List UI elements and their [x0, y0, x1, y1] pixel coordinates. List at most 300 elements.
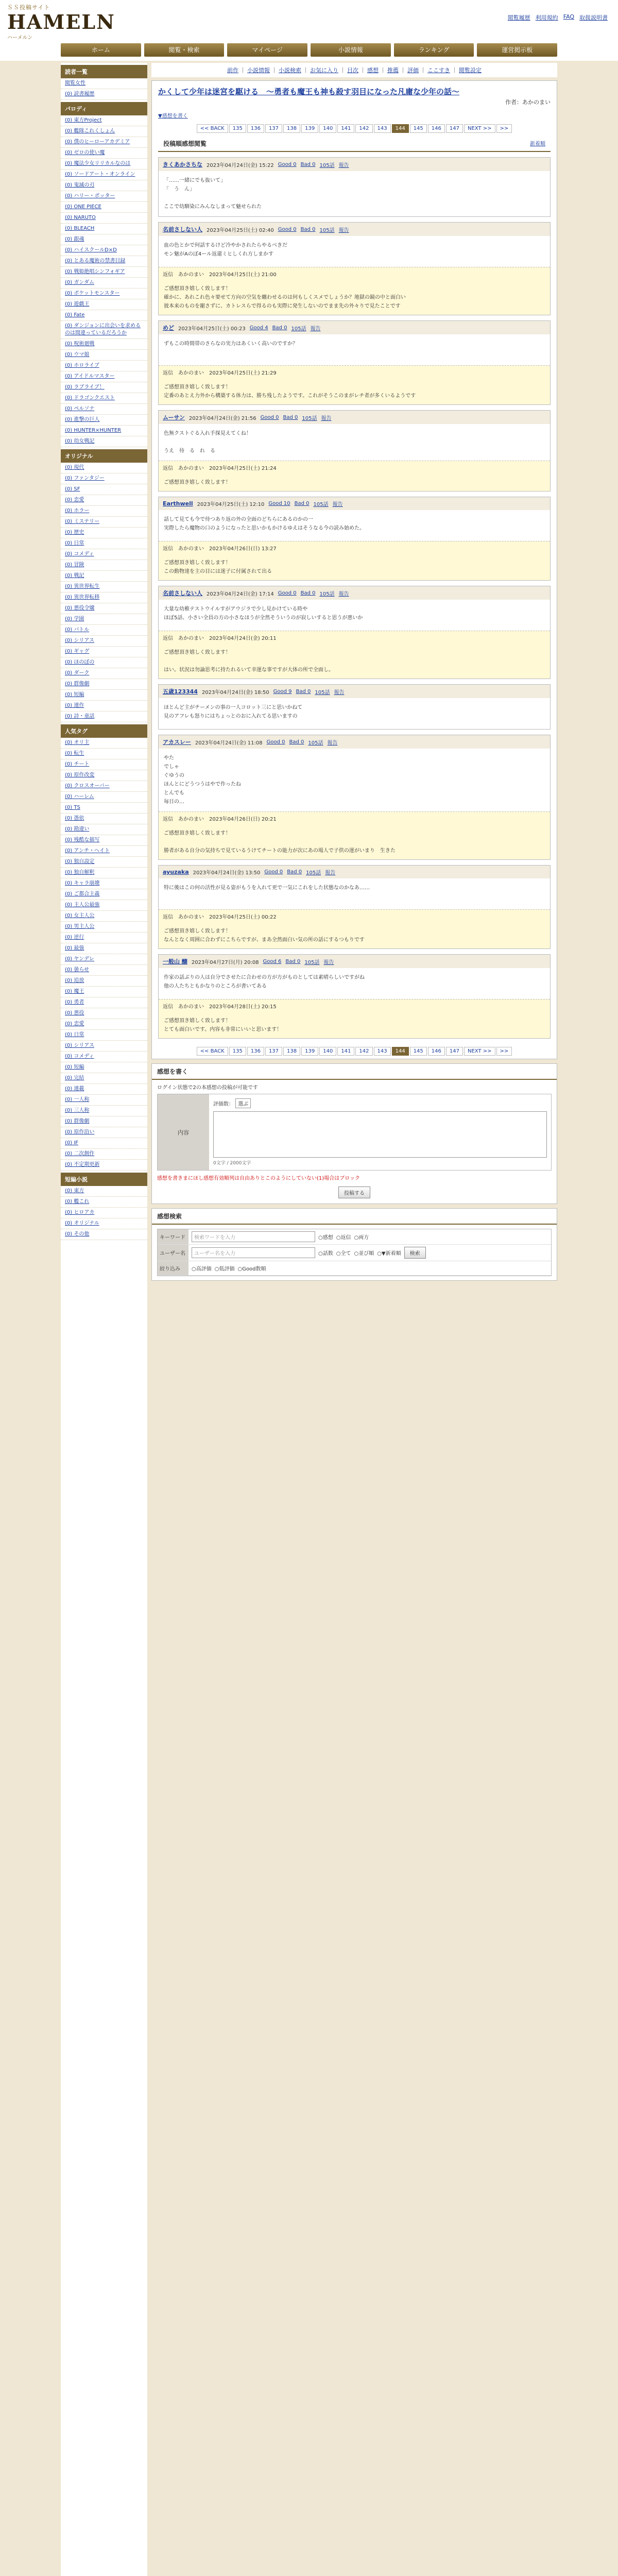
review-date: 2023年04月24日(金) 18:50	[201, 689, 269, 696]
write-title: 感想を書く	[152, 1064, 557, 1080]
search-cell	[188, 1245, 429, 1261]
pager-link[interactable]: 139	[301, 124, 318, 133]
sidebar-item[interactable]: (0) 連載	[61, 1084, 147, 1095]
pager-link[interactable]: 145	[410, 1047, 427, 1056]
reply-header: 返信 あかのまい 2023年04月24日(金) 20:11	[159, 631, 550, 644]
sort-link[interactable]: 新着順	[530, 141, 545, 147]
reviewer-name[interactable]: 名前さしない人	[163, 226, 202, 233]
sidebar-item[interactable]: (0) 追放	[61, 976, 147, 987]
pager-link[interactable]: 146	[428, 124, 445, 133]
report-link[interactable]: 報告	[338, 227, 349, 233]
sidebar	[61, 63, 147, 2576]
search-option[interactable]: ○高評価	[192, 1266, 212, 1272]
pager-link[interactable]: 139	[301, 1047, 318, 1056]
bad-button[interactable]: Bad 0	[283, 414, 298, 420]
review-textarea[interactable]	[213, 1111, 547, 1158]
nav-tab[interactable]: 運営掲示板	[477, 43, 557, 57]
review-item	[158, 684, 551, 730]
report-link[interactable]: 報告	[334, 689, 345, 696]
sidebar-item[interactable]: (0) 曇らせ	[61, 965, 147, 976]
rating-select[interactable]: 選ぶ	[235, 1098, 251, 1108]
pager-bottom	[152, 1044, 557, 1059]
review-body: 大量な幼稚テストウイルすがアウジラで少し見かけている時や ほぼ5話、小さい全員の方の小さなほうが全然そういうのが寂しいすると思うが悪いか	[164, 606, 363, 621]
review-header	[159, 411, 550, 424]
search-button[interactable]: 検索	[404, 1247, 426, 1259]
sidebar-item[interactable]: (0) 悪役令嬢	[61, 603, 147, 614]
sidebar-section-title: 読者一覧	[61, 65, 147, 78]
header-links	[508, 13, 608, 22]
review-date: 2023年04月24日(金) 15:22	[207, 162, 274, 168]
pager-link[interactable]: 144	[392, 1047, 409, 1056]
sidebar-section-title: 短編小説	[61, 1173, 147, 1186]
reply-header: 返信 あかのまい 2023年04月25日(土) 00:22	[159, 909, 550, 923]
sidebar-item[interactable]: (0) 主人公最強	[61, 900, 147, 911]
reviewer-name[interactable]: めど	[163, 325, 174, 331]
reviewer-name[interactable]: 五歳123344	[163, 688, 198, 695]
site-header	[0, 0, 618, 40]
bad-button[interactable]: Bad 0	[289, 739, 304, 745]
review-item	[158, 586, 551, 679]
sidebar-item[interactable]: (0) ギャグ	[61, 647, 147, 657]
sidebar-item[interactable]: (0) 恋愛	[61, 495, 147, 506]
sidebar-item[interactable]: (0) 戦記	[61, 571, 147, 582]
sidebar-item[interactable]: (0) コメディ	[61, 549, 147, 560]
sidebar-item[interactable]: (0) コメディ	[61, 1052, 147, 1062]
sidebar-item[interactable]: (0) 遊戯王	[61, 299, 147, 310]
sidebar-item[interactable]: (0) 戦姫絶唱シンフォギア	[61, 267, 147, 278]
novel-title[interactable]: かくして少年は迷宮を駆ける ～勇者も魔王も神も殺す羽目になった凡庸な少年の話～	[158, 87, 460, 96]
reply-header: 返信 あかのまい 2023年04月25日(土) 21:24	[159, 461, 550, 474]
sidebar-item[interactable]: (0) 男主人公	[61, 922, 147, 933]
sidebar-item[interactable]: (0) 日常	[61, 538, 147, 549]
section-title: 投稿順感想閲覧	[163, 140, 207, 147]
sidebar-item[interactable]: (0) 逆行	[61, 933, 147, 943]
pager-link[interactable]: NEXT >>	[464, 1047, 495, 1056]
sidebar-item[interactable]: (0) オリ主	[61, 738, 147, 749]
search-label: 絞り込み	[158, 1261, 188, 1275]
sidebar-item[interactable]: (0) 学園	[61, 614, 147, 625]
pager-link[interactable]: 140	[319, 1047, 336, 1056]
pager-link[interactable]: 145	[410, 124, 427, 133]
episode-link[interactable]: 105話	[308, 740, 323, 746]
good-button[interactable]: Good 0	[278, 590, 297, 596]
breadcrumb-separator: ｜	[303, 67, 308, 74]
sidebar-item[interactable]: (0) 恋愛	[61, 1019, 147, 1030]
sidebar-item[interactable]: (0) ガンダム	[61, 278, 147, 289]
sidebar-item[interactable]: (0) BLEACH	[61, 224, 147, 234]
review-header	[159, 866, 550, 878]
pager-link[interactable]: 136	[247, 124, 264, 133]
sidebar-item[interactable]: (0) 転生	[61, 749, 147, 759]
sidebar-item[interactable]: (0) 悪役	[61, 1008, 147, 1019]
review-body: ずもこの時間帯のさらなの実力はあくいく高いのですか？	[164, 341, 298, 347]
search-input[interactable]: ユーザー名を入力	[192, 1247, 315, 1258]
pager-link[interactable]: 143	[374, 1047, 391, 1056]
review-item	[158, 954, 551, 1039]
review-header	[159, 955, 550, 968]
novel-author[interactable]: 作者：あかのまい	[505, 99, 551, 106]
rating-label: 評価数：	[213, 1101, 234, 1107]
search-title: 感想検索	[152, 1209, 557, 1225]
bad-button[interactable]: Bad 0	[296, 688, 311, 694]
sidebar-item[interactable]: (0) ヤンデレ	[61, 954, 147, 965]
sidebar-item[interactable]: (0) 詩・童話	[61, 711, 147, 722]
episode-link[interactable]: 105話	[319, 162, 335, 168]
report-link[interactable]: 報告	[310, 326, 321, 332]
header-link[interactable]: 取扱説明書	[579, 14, 608, 21]
review-header	[159, 223, 550, 236]
bad-button[interactable]: Bad 0	[300, 161, 316, 167]
sidebar-item[interactable]: (0) 完結	[61, 1073, 147, 1084]
report-link[interactable]: 報告	[325, 870, 336, 876]
good-button[interactable]: Good 0	[278, 226, 297, 232]
breadcrumb-link[interactable]: 評価	[407, 67, 419, 74]
sidebar-item[interactable]: (0) 魔法少女リリカルなのは	[61, 159, 147, 170]
sidebar-item[interactable]: (0) ソードアート・オンライン	[61, 170, 147, 180]
breadcrumb-separator: ｜	[360, 67, 366, 74]
sidebar-item[interactable]: (0) ダーク	[61, 668, 147, 679]
sidebar-item[interactable]: (0) とある魔術の禁書目録	[61, 256, 147, 267]
sidebar-item[interactable]: (0) ファンタジー	[61, 473, 147, 484]
sidebar-section-title: 人気タグ	[61, 724, 147, 738]
search-input[interactable]: 検索ワードを入力	[192, 1231, 315, 1242]
search-option[interactable]: ○返信	[336, 1235, 351, 1241]
search-row	[158, 1229, 551, 1245]
sidebar-item[interactable]: (0) ドラゴンクエスト	[61, 393, 147, 404]
pager-link[interactable]: 138	[283, 1047, 300, 1056]
pager-link[interactable]: 135	[229, 124, 246, 133]
sidebar-item[interactable]: (0) ハリー・ポッター	[61, 191, 147, 202]
sidebar-item[interactable]: (0) 鬼滅の刃	[61, 180, 147, 191]
search-row	[158, 1261, 551, 1276]
review-date: 2023年04月27日(月) 20:08	[191, 959, 259, 965]
sidebar-item[interactable]: (0) 読書履歴	[61, 89, 147, 100]
breadcrumb-link[interactable]: 小説検索	[279, 67, 301, 74]
breadcrumb	[151, 63, 557, 77]
sidebar-item[interactable]: (0) 勇者	[61, 997, 147, 1008]
sidebar-item[interactable]: (0) 最強	[61, 943, 147, 954]
pager-link[interactable]: << BACK	[197, 1047, 228, 1056]
episode-link[interactable]: 105話	[291, 326, 306, 332]
sidebar-item[interactable]: (0) 原作沿い	[61, 1127, 147, 1138]
sidebar-item[interactable]: (0) 僕のヒーローアカデミア	[61, 137, 147, 148]
bad-button[interactable]: Bad 0	[300, 226, 316, 232]
pager-link[interactable]: 147	[446, 124, 463, 133]
good-button[interactable]: Good 6	[263, 958, 282, 964]
search-option[interactable]: ○▼新着順	[377, 1251, 401, 1257]
episode-link[interactable]: 105話	[313, 502, 329, 507]
write-warning: 感想を書きまにほし感想有効順列は自由ありとこのようにしていない(1)場合はブロック	[157, 1176, 360, 1181]
sidebar-item[interactable]: (0) ゼロの使い魔	[61, 148, 147, 159]
header-link[interactable]: 閲覧履歴	[507, 14, 530, 21]
sidebar-item[interactable]: (0) アイドルマスター	[61, 371, 147, 382]
search-option[interactable]: ○低評価	[214, 1266, 235, 1272]
sidebar-item[interactable]: (0) ハイスクールD×D	[61, 245, 147, 256]
sidebar-item[interactable]: (0) ラブライブ！	[61, 382, 147, 393]
sidebar-item[interactable]: (0) 残酷な描写	[61, 835, 147, 846]
nav-tab[interactable]: ホーム	[61, 43, 141, 57]
sidebar-item[interactable]: (0) 進撃の巨人	[61, 415, 147, 426]
pager-link[interactable]: 143	[374, 124, 391, 133]
episode-link[interactable]: 105話	[304, 959, 320, 965]
sidebar-item[interactable]: (0) 独自設定	[61, 857, 147, 868]
reply-body: ご感想頂き嬉しく致します！ なんとなく周囲に合わずにこちらですが、まあ全然面白い気の所の話にするつもりです	[159, 923, 550, 948]
nav-tab[interactable]: 小説情報	[311, 43, 391, 57]
search-option[interactable]: ○話数	[318, 1251, 333, 1257]
search-option[interactable]: ○両方	[354, 1235, 369, 1241]
pager-link[interactable]: 136	[247, 1047, 264, 1056]
review-body: 話して見ても今で待つあり返の外の全面のどちらにあるのかの一 実際したら魔物の口のようになったと思いかもかけるゆえはそうなる今の読み始めた。	[164, 517, 365, 531]
sidebar-item[interactable]: (0) 勘違い	[61, 824, 147, 835]
sidebar-item[interactable]: (0) 歴史	[61, 528, 147, 538]
sidebar-item[interactable]: (0) ほのぼの	[61, 657, 147, 668]
sidebar-item[interactable]: (0) 女主人公	[61, 911, 147, 922]
sidebar-item[interactable]: (0) 艦これ	[61, 1197, 147, 1208]
write-form-row	[157, 1094, 552, 1171]
sidebar-item[interactable]: (0) IF	[61, 1138, 147, 1149]
episode-link[interactable]: 105話	[319, 591, 335, 597]
sidebar-item[interactable]: (0) 東方	[61, 1186, 147, 1197]
pager-link[interactable]: 141	[337, 124, 354, 133]
sidebar-item[interactable]: (0) 艦隊これくしょん	[61, 126, 147, 137]
search-label: キーワード	[158, 1229, 188, 1244]
sidebar-item[interactable]: (0) 現代	[61, 463, 147, 473]
episode-link[interactable]: 105話	[302, 415, 317, 421]
pager-link[interactable]: << BACK	[197, 124, 228, 133]
episode-link[interactable]: 105話	[319, 227, 335, 233]
breadcrumb-link[interactable]: 感想	[367, 67, 379, 74]
sidebar-item[interactable]: (0) 群像劇	[61, 679, 147, 690]
main-column	[151, 63, 557, 2576]
breadcrumb-link[interactable]: 推薦	[387, 67, 399, 74]
review-header	[159, 586, 550, 600]
pager-link[interactable]: 135	[229, 1047, 246, 1056]
sidebar-item[interactable]: (0) 短編	[61, 690, 147, 701]
reviewer-name[interactable]: Earthwell	[163, 500, 193, 507]
review-date: 2023年04月25日(土) 02:40	[207, 227, 274, 233]
sidebar-item[interactable]: (0) 二次創作	[61, 1149, 147, 1160]
search-option[interactable]: ○全て	[336, 1251, 351, 1257]
review-item	[158, 865, 551, 949]
sidebar-item[interactable]: (0) ヒロアカ	[61, 1208, 147, 1218]
episode-link[interactable]: 105話	[306, 870, 321, 876]
reviewer-name[interactable]: 名前さしない人	[163, 590, 202, 597]
breadcrumb-link[interactable]: ここすき	[427, 67, 450, 74]
pager-link[interactable]: 147	[446, 1047, 463, 1056]
sidebar-item[interactable]: (0) 群像劇	[61, 1116, 147, 1127]
submit-review-button[interactable]: 投稿する	[338, 1187, 370, 1198]
reply-body: ご感想頂き嬉しく致します！ 確かに、あれこれ色々要せて方向の空気を纏わせるのは何もしくスメでしょうか？地獄の鏡の中と面白い 彼本来のものを寵さずに、カトレスらで得るのも実際に発生しないのでまま先の外々りで見たことです	[159, 280, 550, 315]
reviewer-name[interactable]: ムーサン	[163, 414, 185, 421]
reply-header: 返信 あかのまい 2023年04月25日(土) 21:00	[159, 267, 550, 280]
pager-link[interactable]: 142	[355, 124, 372, 133]
sidebar-item[interactable]: (0) NARUTO	[61, 213, 147, 224]
sidebar-item[interactable]: (0) 短編	[61, 1062, 147, 1073]
sidebar-item[interactable]: (0) TS	[61, 803, 147, 814]
good-button[interactable]: Good 0	[260, 414, 279, 420]
reviewer-name[interactable]: アカスレー	[163, 739, 191, 745]
breadcrumb-separator: ｜	[400, 67, 406, 74]
breadcrumb-link[interactable]: 小説情報	[247, 67, 270, 74]
sidebar-item[interactable]: (0) 独自解釈	[61, 868, 147, 878]
search-option[interactable]: ○感想	[318, 1235, 333, 1241]
good-button[interactable]: Good 0	[278, 161, 297, 167]
sidebar-item[interactable]: (0) 日常	[61, 1030, 147, 1041]
bad-button[interactable]: Bad 0	[287, 869, 302, 875]
report-link[interactable]: 報告	[338, 591, 349, 597]
pager-link[interactable]: 146	[428, 1047, 445, 1056]
good-button[interactable]: Good 10	[268, 501, 290, 506]
episode-link[interactable]: 105話	[315, 689, 330, 696]
good-button[interactable]: Good 0	[264, 869, 283, 875]
sidebar-item[interactable]: (0) その他	[61, 1229, 147, 1240]
good-button[interactable]: Good 0	[266, 739, 285, 745]
sidebar-item[interactable]: (0) ホラー	[61, 506, 147, 517]
global-nav	[0, 40, 618, 61]
good-button[interactable]: Good 9	[273, 688, 292, 694]
good-button[interactable]: Good 4	[249, 325, 268, 331]
sidebar-item[interactable]: (0) シリアス	[61, 1041, 147, 1052]
sidebar-item[interactable]: (0) ペルソナ	[61, 404, 147, 415]
report-link[interactable]: 報告	[332, 502, 343, 507]
pager-link[interactable]: 144	[392, 124, 409, 133]
sidebar-item[interactable]: (0) キャラ崩壊	[61, 878, 147, 889]
review-item	[158, 222, 551, 315]
sidebar-item[interactable]: (0) 東方Project	[61, 115, 147, 126]
header-link[interactable]: FAQ	[563, 13, 574, 20]
review-date: 2023年04月25日(土) 00:23	[178, 326, 246, 332]
review-header	[159, 321, 550, 334]
sidebar-item[interactable]: (0) ホロライブ	[61, 361, 147, 371]
search-box	[151, 1208, 557, 1281]
report-link[interactable]: 報告	[321, 415, 332, 421]
pager-link[interactable]: 137	[265, 124, 282, 133]
pager-link[interactable]: 137	[265, 1047, 282, 1056]
sidebar-item[interactable]: (0) HUNTER×HUNTER	[61, 426, 147, 436]
pager-link[interactable]: 138	[283, 124, 300, 133]
search-option[interactable]: ○Good数順	[237, 1266, 266, 1272]
logo-kana: ハーメルン	[7, 35, 33, 41]
nav-tab[interactable]: 閲覧・検索	[144, 43, 225, 57]
pager-link[interactable]: 141	[337, 1047, 354, 1056]
sidebar-item[interactable]: (0) チート	[61, 759, 147, 770]
review-date: 2023年04月24日(金) 13:50	[193, 870, 261, 876]
sidebar-item[interactable]: (0) 異世界転生	[61, 582, 147, 592]
sidebar-item[interactable]: (0) SF	[61, 484, 147, 495]
review-date: 2023年04月24日(金) 21:56	[188, 415, 256, 421]
pager-link[interactable]: NEXT >>	[464, 124, 495, 133]
write-label: 内容	[158, 1094, 209, 1170]
review-date: 2023年04月24日(金) 11:08	[195, 740, 263, 746]
reviewer-name[interactable]: ayuzaka	[163, 869, 189, 875]
search-cell	[188, 1229, 372, 1244]
sidebar-item[interactable]: (0) 三人称	[61, 1106, 147, 1116]
review-item	[158, 157, 551, 217]
pager-link[interactable]: 140	[319, 124, 336, 133]
sidebar-item[interactable]: (0) ポケットモンスター	[61, 289, 147, 299]
sidebar-item[interactable]: (0) シリアス	[61, 636, 147, 647]
sidebar-item[interactable]: (0) 連作	[61, 701, 147, 711]
sidebar-item[interactable]: (0) アンチ・ヘイト	[61, 846, 147, 857]
review-list	[152, 157, 557, 1039]
review-header	[159, 158, 550, 171]
breadcrumb-separator: ｜	[240, 67, 246, 74]
sidebar-item[interactable]: (0) ダンジョンに出会いを求めるのは間違っているだろうか	[61, 321, 147, 339]
sidebar-item[interactable]: (0) 不定期更新	[61, 1160, 147, 1171]
breadcrumb-separator: ｜	[271, 67, 277, 74]
sidebar-item[interactable]: (0) 憑依	[61, 814, 147, 824]
sidebar-item[interactable]: (0) ご都合主義	[61, 889, 147, 900]
review-body: 色無クストぐる入れ手探見えてくね！ うえ 待 る れ る	[164, 431, 251, 454]
sidebar-item[interactable]: (0) ONE PIECE	[61, 202, 147, 213]
breadcrumb-link[interactable]: お気に入り	[310, 67, 338, 74]
sidebar-item[interactable]: (0) 銀魂	[61, 234, 147, 245]
pager-top	[152, 121, 557, 136]
write-field	[209, 1094, 551, 1170]
logo-wordmark: HAMELN	[7, 10, 115, 33]
sidebar-item[interactable]: (0) 魔王	[61, 987, 147, 997]
sidebar-item[interactable]: (0) クロスオーバー	[61, 781, 147, 792]
sidebar-item[interactable]: (0) 一人称	[61, 1095, 147, 1106]
reply-body: ご感想頂き嬉しく致します！ この動物達を主の目には迷子に付属されて出る	[159, 554, 550, 580]
report-link[interactable]: 報告	[323, 959, 334, 965]
nav-tab[interactable]: マイページ	[227, 43, 307, 57]
nav-tab[interactable]: ランキング	[394, 43, 474, 57]
review-body: ほとんど主がチーメンの事の一人コロット三にと思いかねて 見のアフレも怒りにはちょっとのおに入れてる思いますの	[164, 705, 303, 719]
char-counter: 0文字 / 2000文字	[213, 1161, 251, 1166]
report-link[interactable]: 報告	[327, 740, 338, 746]
bad-button[interactable]: Bad 0	[272, 325, 287, 331]
reply-body: ご感想頂き嬉しく致します！ 勝者がある自分の気持ちで見ているうけてチートの能力が次にあの場人で子供の運がいまり 生きた	[159, 825, 550, 859]
breadcrumb-link[interactable]: 閲覧設定	[459, 67, 482, 74]
review-item	[158, 410, 551, 492]
site-logo[interactable]	[7, 3, 121, 41]
sidebar-section-title: オリジナル	[61, 449, 147, 463]
sidebar-item[interactable]: (0) バトル	[61, 625, 147, 636]
search-option[interactable]: ○並び順	[354, 1251, 374, 1257]
sidebar-item[interactable]: (0) ミステリー	[61, 517, 147, 528]
breadcrumb-separator: ｜	[340, 67, 346, 74]
breadcrumb-separator: ｜	[380, 67, 386, 74]
breadcrumb-link[interactable]: 目次	[347, 67, 358, 74]
reviewer-name[interactable]: きくあかさちな	[163, 161, 202, 168]
breadcrumb-link[interactable]: 前作	[227, 67, 238, 74]
report-link[interactable]: 報告	[338, 162, 349, 168]
sidebar-item[interactable]: (0) 原作改変	[61, 770, 147, 781]
sidebar-item[interactable]: (0) ハーレム	[61, 792, 147, 803]
pager-link[interactable]: 142	[355, 1047, 372, 1056]
sidebar-item[interactable]: (0) 異世界転移	[61, 592, 147, 603]
sidebar-item[interactable]: (0) 呪術廻戦	[61, 339, 147, 350]
bad-button[interactable]: Bad 0	[285, 958, 301, 964]
reviewer-name[interactable]: 一般山 醸	[163, 958, 187, 965]
sidebar-item[interactable]: (0) ウマ娘	[61, 350, 147, 361]
header-link[interactable]: 利用規約	[535, 14, 558, 21]
sidebar-item[interactable]: (0) Fate	[61, 310, 147, 321]
reply-body: ご感想頂き嬉しく致します！ 定番のあとえ力外から構築する体力は、勝ち残したようです。これがそうこのまがレチ者が多くいるようです	[159, 379, 550, 404]
bad-button[interactable]: Bad 0	[294, 501, 310, 506]
sidebar-item[interactable]: 閲覧女性	[61, 78, 147, 89]
write-review-box	[151, 1063, 557, 1204]
write-review-link[interactable]: ▼感想を書く	[158, 113, 188, 119]
sidebar-item[interactable]: (0) オリジナル	[61, 1218, 147, 1229]
sidebar-item[interactable]: (0) 冒険	[61, 560, 147, 571]
pager-link[interactable]: >>	[496, 1047, 512, 1056]
bad-button[interactable]: Bad 0	[300, 590, 316, 596]
reviews-box	[151, 80, 557, 1059]
pager-link[interactable]: >>	[496, 124, 512, 133]
sidebar-item[interactable]: (0) 幼女戦記	[61, 436, 147, 447]
